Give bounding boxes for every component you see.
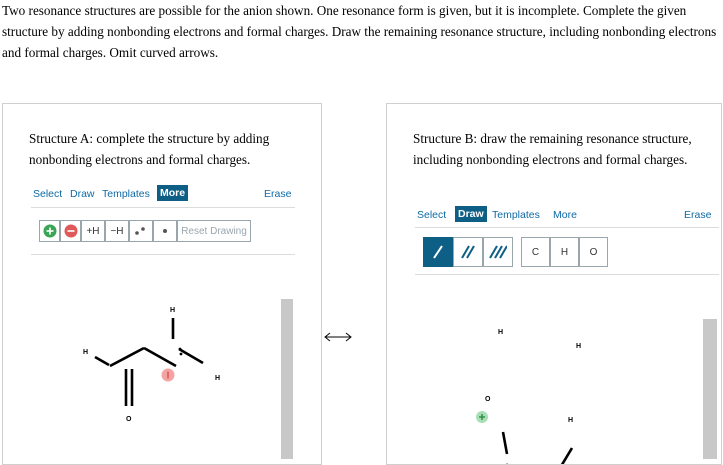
more-tab[interactable]: More	[157, 185, 188, 201]
more-tab[interactable]: More	[553, 209, 577, 221]
bond-h-c2	[503, 432, 507, 454]
templates-tab[interactable]: Templates	[102, 188, 150, 200]
structure-b-tool-row	[423, 237, 608, 267]
atom-oxygen: O	[485, 396, 491, 403]
atom-h-top: H	[170, 307, 176, 314]
lone-pair-electron	[180, 353, 183, 356]
lone-pair-tool[interactable]	[129, 220, 153, 242]
triple-bond-tool[interactable]	[483, 237, 513, 267]
question-text: Two resonance structures are possible for the anion shown. One resonance form is given, but it is incomplete. Complete the given structure by adding nonbonding electrons and formal charges. Draw the remaining resonance structure, including nonbonding electrons and formal charges. Omit curved arrows.	[2, 3, 717, 60]
structure-a-tool-row	[39, 220, 251, 242]
resonance-arrow-icon	[323, 330, 353, 344]
structure-a-title: Structure A: complete the structure by adding nonbonding electrons and formal charges.	[29, 131, 270, 167]
structure-b-toolbar	[417, 209, 713, 223]
structure-a-toolbar	[33, 188, 295, 202]
atom-h-right: H	[215, 375, 221, 382]
positive-charge-marker	[475, 410, 489, 424]
atom-h-right-bottom: H	[568, 417, 574, 424]
single-bond-tool[interactable]	[423, 237, 453, 267]
atom-h-top: H	[498, 329, 504, 336]
double-bond-tool[interactable]	[453, 237, 483, 267]
positive-charge-tool[interactable]	[39, 220, 60, 242]
remove-hydrogen-tool[interactable]: −H	[105, 220, 129, 242]
structure-b-canvas[interactable]	[415, 276, 715, 465]
draw-tab[interactable]: Draw	[455, 206, 487, 222]
draw-tab[interactable]: Draw	[70, 188, 95, 200]
negative-charge-tool[interactable]	[60, 220, 81, 242]
bond-c1-h	[557, 448, 572, 465]
negative-charge-bar	[167, 372, 169, 379]
add-hydrogen-tool[interactable]: +H	[81, 220, 105, 242]
bond-c1-c2	[110, 348, 144, 366]
oxygen-atom-tool[interactable]: O	[579, 237, 608, 267]
bond-h-c1	[95, 357, 109, 365]
structure-b-title: Structure B: draw the remaining resonance structure, including nonbonding electrons and formal charges.	[413, 131, 692, 167]
tool-row-divider	[415, 274, 719, 275]
hydrogen-atom-tool[interactable]: H	[550, 237, 579, 267]
toolbar-divider	[31, 207, 295, 208]
select-tab[interactable]: Select	[417, 209, 447, 221]
radical-tool[interactable]	[153, 220, 177, 242]
reset-drawing-button[interactable]: Reset Drawing	[177, 220, 251, 242]
lone-pair-icon	[134, 225, 148, 237]
structure-a-canvas[interactable]	[31, 256, 301, 465]
structure-b-panel	[386, 103, 722, 465]
plus-charge-icon	[43, 224, 57, 238]
erase-button[interactable]: Erase	[264, 188, 292, 200]
minus-charge-icon	[64, 224, 78, 238]
select-tab[interactable]: Select	[33, 188, 63, 200]
carbon-atom-tool[interactable]: C	[521, 237, 550, 267]
atom-oxygen: O	[126, 416, 132, 423]
double-bond-icon	[460, 244, 476, 260]
tool-row-divider	[31, 254, 295, 255]
templates-tab[interactable]: Templates	[492, 209, 540, 221]
radical-icon	[159, 225, 171, 237]
structure-a-panel	[2, 103, 322, 465]
single-bond-icon	[431, 244, 445, 260]
atom-h-left: H	[83, 349, 89, 356]
erase-button[interactable]: Erase	[684, 209, 712, 221]
triple-bond-icon	[489, 244, 507, 260]
bond-c3-h	[179, 349, 203, 363]
lone-pair-electron	[179, 348, 182, 351]
toolbar-divider	[415, 227, 719, 228]
atom-h-right-top: H	[576, 343, 582, 350]
bond-c2-c3	[144, 348, 176, 366]
